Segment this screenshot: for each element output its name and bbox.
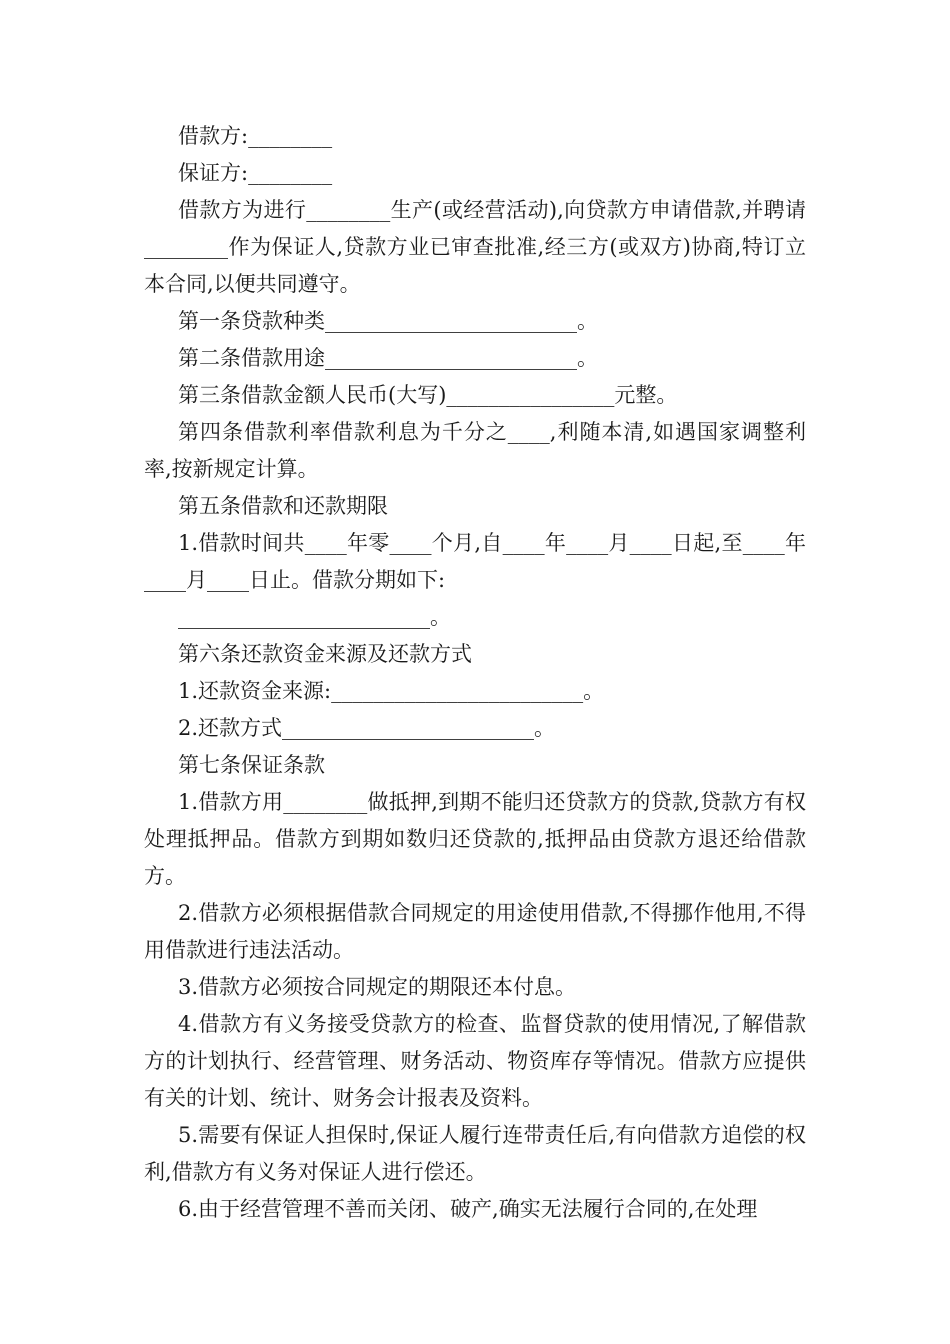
article-6-item-2: 2.还款方式________________________。 <box>178 716 556 740</box>
article-5-item-1: 1.借款时间共____年零____个月,自____年____月____日起,至____年____月____日止。借款分期如下: <box>144 531 806 592</box>
article-7-item-1: 1.借款方用________做抵押,到期不能归还贷款方的贷款,贷款方有权处理抵押品。借款方到期如数归还贷款的,抵押品由贷款方退还给借款方。 <box>144 790 806 888</box>
article-3-loan-amount: 第三条借款金额人民币(大写)________________元整。 <box>178 383 678 407</box>
article-1-loan-type: 第一条贷款种类________________________。 <box>178 309 598 333</box>
guarantor-line: 保证方:________ <box>178 161 333 185</box>
article-7-heading: 第七条保证条款 <box>178 753 325 777</box>
article-5-heading: 第五条借款和还款期限 <box>178 494 388 518</box>
contract-page <box>144 118 806 1228</box>
article-7-item-2: 2.借款方必须根据借款合同规定的用途使用借款,不得挪作他用,不得用借款进行违法活动。 <box>144 901 806 962</box>
article-7-item-4: 4.借款方有义务接受贷款方的检查、监督贷款的使用情况,了解借款方的计划执行、经营管理、财务活动、物资库存等情况。借款方应提供有关的计划、统计、财务会计报表及资料。 <box>144 1012 806 1110</box>
article-7-item-6: 6.由于经营管理不善而关闭、破产,确实无法履行合同的,在处理 <box>178 1197 758 1221</box>
borrower-line: 借款方:________ <box>178 124 333 148</box>
preamble-paragraph: 借款方为进行________生产(或经营活动),向贷款方申请借款,并聘请________作为保证人,贷款方业已审查批准,经三方(或双方)协商,特订立本合同,以便共同遵守。 <box>144 198 806 296</box>
installment-blank-line: ________________________。 <box>178 605 451 629</box>
article-7-item-3: 3.借款方必须按合同规定的期限还本付息。 <box>178 975 577 999</box>
article-6-heading: 第六条还款资金来源及还款方式 <box>178 642 472 666</box>
article-4-interest-rate: 第四条借款利率借款利息为千分之____,利随本清,如遇国家调整利率,按新规定计算。 <box>144 420 806 481</box>
article-7-item-5: 5.需要有保证人担保时,保证人履行连带责任后,有向借款方追偿的权利,借款方有义务对保证人进行偿还。 <box>144 1123 806 1184</box>
article-2-loan-purpose: 第二条借款用途________________________。 <box>178 346 598 370</box>
article-6-item-1: 1.还款资金来源:________________________。 <box>178 679 605 703</box>
